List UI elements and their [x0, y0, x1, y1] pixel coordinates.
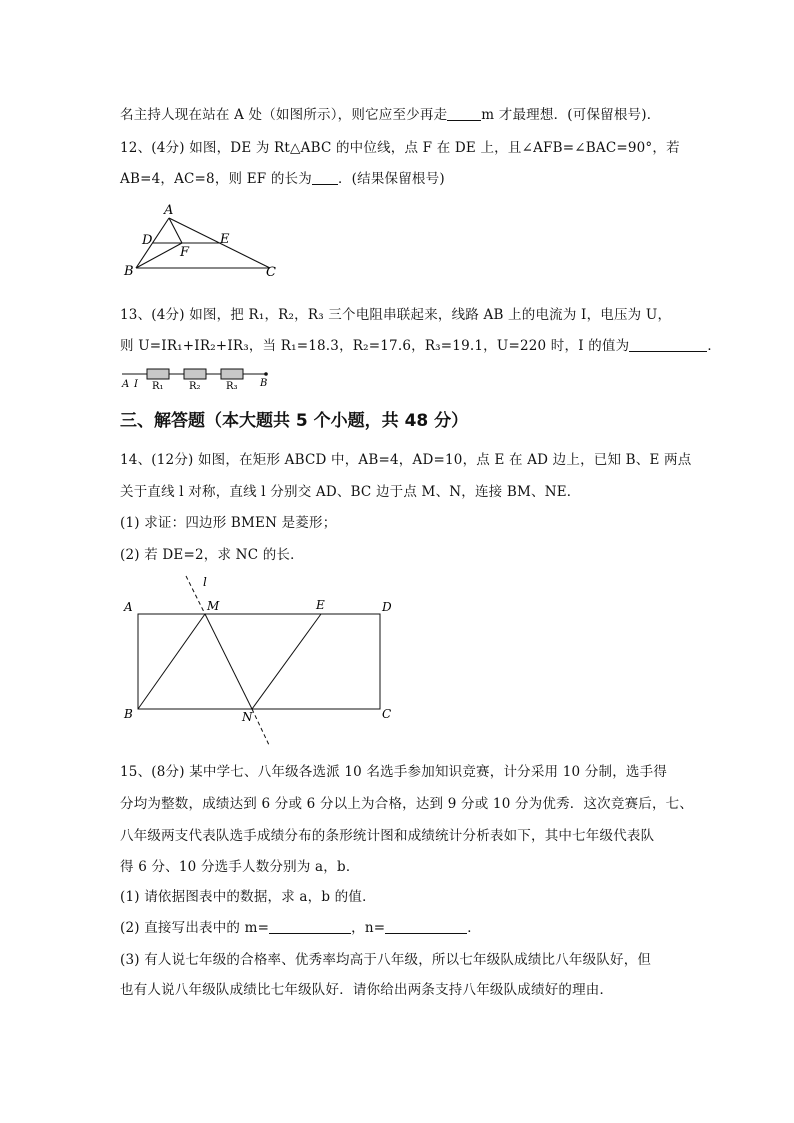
q15-part-3: (3) 有人说七年级的合格率、优秀率均高于八年级，所以七年级队成绩比八年级队好，但: [120, 952, 652, 968]
fig14-label-m: M: [207, 599, 220, 613]
q15-part-2-n: ，n=: [351, 920, 386, 936]
fig14-label-c: C: [382, 707, 392, 721]
line-1-tail: m 才最理想．(可保留根号)．: [481, 107, 661, 123]
q15-part-3-cont: 也有人说八年级队成绩比七年级队好．请你给出两条支持八年级队成绩好的理由．: [120, 982, 614, 998]
fig12-label-a: A: [164, 203, 174, 218]
fig12-label-f: F: [180, 245, 190, 260]
q12-line-2: [120, 167, 445, 187]
q12-text: AB=4，AC=8，则 EF 的长为: [120, 171, 312, 187]
resistor-r1: [147, 369, 169, 379]
fig13-label-i: I: [134, 379, 138, 390]
fig14-label-b: B: [124, 707, 133, 721]
n-answer-blank[interactable]: [385, 920, 467, 934]
q14-line-2: 关于直线 l 对称，直线 l 分别交 AD、BC 边于点 M、N，连接 BM、NE．: [120, 484, 581, 500]
fig12-label-b: B: [124, 264, 134, 279]
q12-answer-blank[interactable]: [312, 171, 338, 185]
fig14-label-a: A: [124, 600, 133, 614]
q15-part-2-text: (2) 直接写出表中的 m=: [120, 920, 270, 936]
fig12-label-c: C: [266, 265, 276, 280]
q12-line-1: 12、(4分) 如图，DE 为 Rt△ABC 的中位线，点 F 在 DE 上，且∠AFB=∠BAC=90°，若: [120, 140, 680, 156]
q12-tail: ．(结果保留根号): [337, 171, 445, 187]
section-3-heading: 三、解答题（本大题共 5 个小题，共 48 分）: [120, 411, 469, 431]
resistor-r3: [221, 369, 243, 379]
q15-part-1: (1) 请依据图表中的数据，求 a，b 的值．: [120, 889, 376, 905]
m-answer-blank[interactable]: [269, 920, 351, 934]
fig14-label-e: E: [316, 598, 325, 612]
q13-line-1: 13、(4分) 如图，把 R₁，R₂，R₃ 三个电阻串联起来，线路 AB 上的电流为 I，电压为 U，: [120, 307, 672, 323]
fig13-label-r3: R₃: [226, 381, 238, 392]
q15-line-2: 分均为整数，成绩达到 6 分或 6 分以上为合格，达到 9 分或 10 分为优秀．这次竞赛后，七、: [120, 796, 694, 812]
answer-blank[interactable]: [447, 107, 481, 121]
q14-line-1: 14、(12分) 如图，在矩形 ABCD 中，AB=4，AD=10，点 E 在 AD 边上，已知 B、E 两点: [120, 452, 692, 468]
q13-circuit-figure: [118, 366, 278, 394]
q15-line-3: 八年级两支代表队选手成绩分布的条形统计图和成绩统计分析表如下，其中七年级代表队: [120, 828, 655, 844]
q15-line-1: 15、(8分) 某中学七、八年级各选派 10 名选手参加知识竞赛，计分采用 10 分制，选手得: [120, 764, 668, 780]
fig14-label-d: D: [382, 600, 392, 614]
fig13-label-r2: R₂: [189, 381, 201, 392]
q14-rectangle-figure: [118, 573, 398, 748]
q15-part-2-tail: ．: [467, 920, 481, 936]
q14-part-2: (2) 若 DE=2，求 NC 的长．: [120, 547, 304, 563]
q13-line-2: [120, 334, 721, 354]
q15-part-2: [120, 916, 481, 936]
q12-triangle-figure: [118, 200, 278, 280]
line-1-text: 名主持人现在站在 A 处（如图所示），则它应至少再走: [120, 107, 448, 123]
fig12-label-d: D: [142, 233, 153, 248]
q13-tail: ．: [707, 338, 722, 354]
q15-line-4: 得 6 分、10 分选手人数分别为 a，b．: [120, 859, 360, 875]
q14-part-1: (1) 求证：四边形 BMEN 是菱形；: [120, 515, 337, 531]
resistor-r2: [184, 369, 206, 379]
fig14-label-n: N: [242, 710, 253, 724]
fig13-label-a: A: [122, 379, 130, 390]
fig14-label-l: l: [203, 575, 207, 589]
fig13-label-b: B: [260, 378, 268, 389]
fig12-label-e: E: [220, 232, 230, 247]
q13-answer-blank[interactable]: [629, 338, 707, 352]
q13-text: 则 U=IR₁+IR₂+IR₃，当 R₁=18.3，R₂=17.6，R₃=19.1，U=220 时，I 的值为: [120, 338, 630, 354]
line-1: [120, 103, 660, 123]
fig13-label-r1: R₁: [152, 381, 164, 392]
